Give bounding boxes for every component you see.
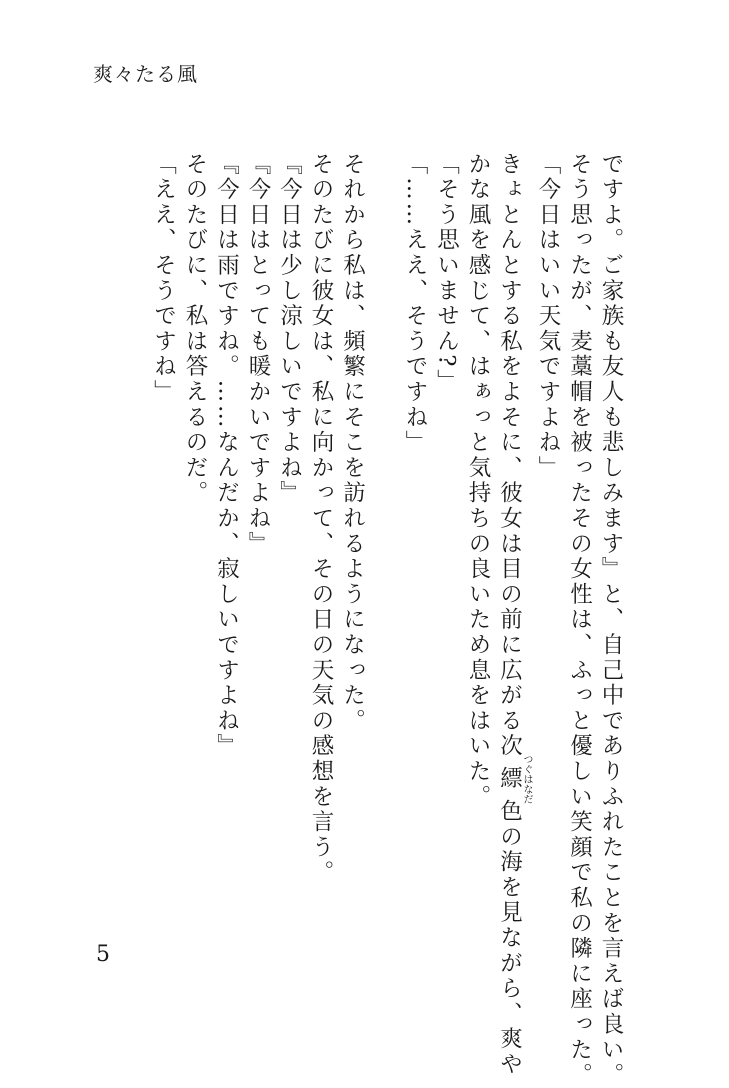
text-line: それから私は、頻繁にそこを訪れるようになった。 (339, 152, 366, 734)
text-line: 『今日は少し涼しいですよね』 (276, 152, 303, 507)
text-segment: きょとんとする私をよそに、彼女は目の前に広がる次 (496, 152, 523, 760)
text-line: 『今日は雨ですね。……なんだか、寂しいですよね』 (213, 152, 240, 760)
text-line: 「ええ、そうですね」 (150, 152, 177, 405)
text-line: かな風を感じて、はぁっと気持ちの良いため息をはいた。 (465, 152, 491, 810)
book-title-header: 爽々たる風 (93, 62, 198, 86)
text-segment: 色の海を見ながら、爽や (496, 799, 523, 1078)
paragraph-gap (368, 152, 399, 872)
text-line: そのたびに彼女は、私に向かって、その日の天気の感想を言う。 (308, 152, 334, 886)
vertical-body-text (147, 152, 626, 1088)
ruby-annotation (496, 754, 532, 805)
text-line: 「……ええ、そうですね」 (402, 152, 428, 456)
ruby-base: 縹 (496, 754, 523, 805)
ruby-reading: つぐはなだ (521, 754, 532, 805)
text-line-with-ruby (493, 152, 532, 1078)
text-line: そう思ったが、麦藁帽を被ったその女性は、ふっと優しい笑顔で私の隣に座った。 (566, 152, 593, 1088)
text-line: 「今日はいい天気ですよね」 (535, 152, 561, 481)
text-line: ですよ。ご家族も友人も悲しみます』と、自己中でありふれたことを言えば良い。 (598, 152, 624, 1088)
text-line: 「そう思いません?」 (433, 152, 460, 395)
text-line: そのたびに、私は答えるのだ。 (182, 152, 208, 507)
page-number: 5 (96, 942, 110, 967)
text-line: 『今日はとっても暖かいですよね』 (245, 152, 271, 557)
